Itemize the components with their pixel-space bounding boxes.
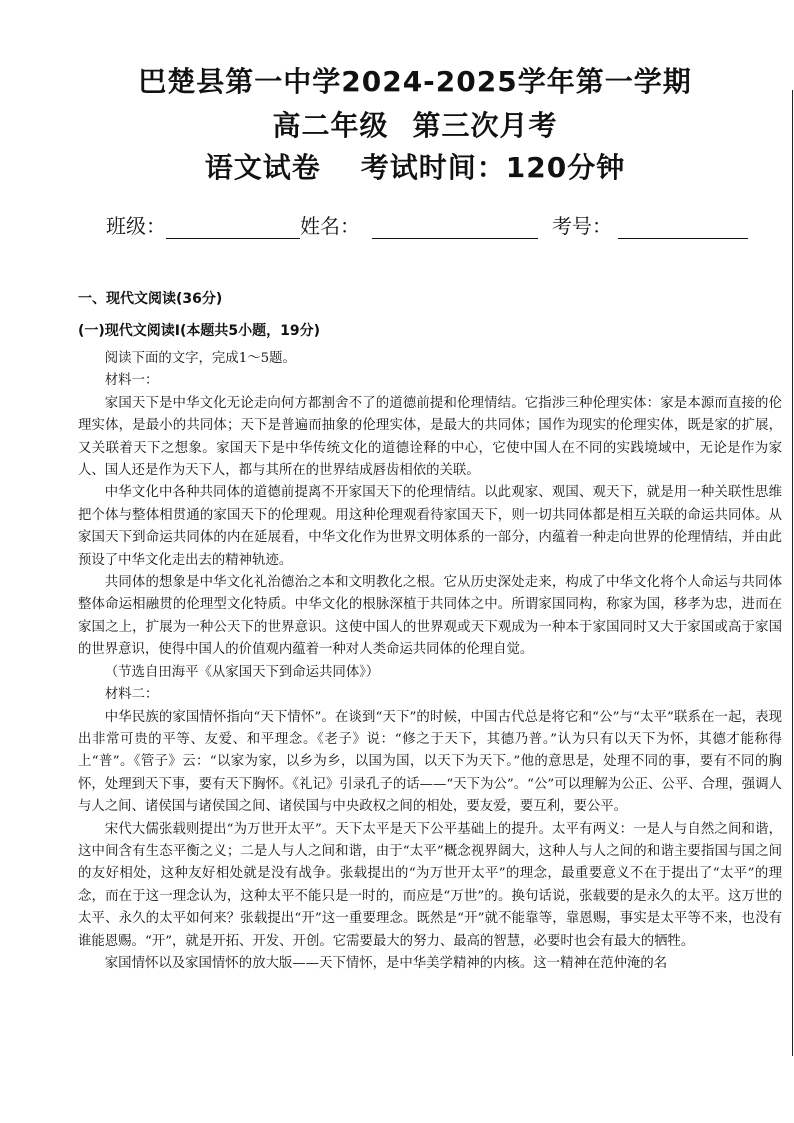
grade-label: 高二年级: [272, 109, 389, 142]
exam-title-school: 巴楚县第一中学2024-2025学年第一学期: [138, 65, 692, 98]
student-info-row: [106, 210, 748, 239]
exam-duration-label: 考试时间：120分钟: [360, 151, 626, 184]
section-heading: 一、现代文阅读(36分): [78, 291, 223, 307]
exam-title-subject: [0, 146, 794, 186]
class-field[interactable]: [166, 216, 300, 239]
subject-label: 语文试卷: [204, 151, 321, 184]
name-label: 姓名：: [300, 214, 360, 238]
paragraph: 宋代大儒张载则提出“为万世开太平”。天下太平是天下公平基础上的提升。太平有两义：一是人与自然之间和谐，这中间含有生态平衡之义；二是人与人之间和谐，由于“太平”概念视界阔大，这种人与人之间的和谐主要指国与国之间的友好相处，这种友好相处就是没有战争。张载提出的“为万世开太平”的理念，最重要意义不在于提出了“太平”的理念，而在于这一理念认为，这种太平不能只是一时的，而应是“万世”的。换句话说，张载要的是永久的太平。这万世的太平、永久的太平如何来？张载提出“开”这一重要理念。既然是“开”就不能靠等，靠恩赐，事实是太平等不来，也没有谁能恩赐。“开”，就是开拓、开发、开创。它需要最大的努力、最高的智慧，必要时也会有最大的牺牲。: [78, 821, 782, 949]
exam-title-grade: [0, 104, 794, 144]
paragraph: 中华文化中各种共同体的道德前提离不开家国天下的伦理情结。以此观家、观国、观天下，就是用一种关联性思维把个体与整体相贯通的家国天下的伦理观。用这种伦理观看待家国天下，则一切共同体都是相互关联的命运共同体。从家国天下到命运共同体的内在延展看，中华文化作为世界文明体系的一部分，内蕴着一种走向世界的伦理情结，并由此预设了中华文化走出去的精神轨迹。: [78, 485, 782, 568]
passage-instruction: 阅读下面的文字，完成1～5题。: [104, 351, 296, 366]
source-citation: （节选自田海平《从家国天下到命运共同体》）: [104, 664, 380, 680]
subsection-heading: (一)现代文阅读Ⅰ(本题共5小题，19分): [78, 323, 321, 339]
paragraph: 家国情怀以及家国情怀的放大版——天下情怀，是中华美学精神的内核。这一精神在范仲淹的名: [104, 955, 668, 971]
exam-number-label: 考号：: [552, 214, 612, 238]
reading-passage: [78, 348, 782, 975]
paragraph: 中华民族的家国情怀指向“天下情怀”。在谈到“天下”的时候，中国古代总是将它和“公”与“太平”联系在一起，表现出非常可贵的平等、友爱、和平理念。《老子》说：“修之于天下，其德乃普。”认为只有以天下为怀，其德才能称得上“普”。《管子》云：“以家为家，以乡为乡，以国为国，以天下为天下。”他的意思是，处理不同的事，要有不同的胸怀，处理到天下事，要有天下胸怀。《礼记》引录孔子的话——“天下为公”。“公”可以理解为公正、公平、合理，强调人与人之间、诸侯国与诸侯国之间、诸侯国与中央政权之间的相处，要友爱，要互利，要公平。: [78, 709, 782, 815]
material-label: 材料二：: [104, 687, 159, 703]
exam-round-label: 第三次月考: [412, 109, 558, 142]
paragraph: 共同体的想象是中华文化礼治德治之本和文明教化之根。它从历史深处走来，构成了中华文化将个人命运与共同体整体命运相融贯的伦理型文化特质。中华文化的根脉深植于共同体之中。所谓家国同构，称家为国，移孝为忠，进而在家国之上，扩展为一种公天下的世界意识。这使中国人的世界观或天下观成为一种本于家国同时又大于家国或高于家国的世界意识，使得中国人的价值观内蕴着一种对人类命运共同体的伦理自觉。: [78, 575, 782, 658]
margin-rule: [792, 90, 793, 1056]
paragraph: 家国天下是中华文化无论走向何方都割舍不了的道德前提和伦理情结。它指涉三种伦理实体：家是本源而直接的伦理实体，是最小的共同体；天下是普遍而抽象的伦理实体，是最大的共同体；国作为现实的伦理实体，既是家的扩展，又关联着天下之想象。家国天下是中华传统文化的道德诠释的中心，它使中国人在不同的实践境域中，无论是作为家人、国人还是作为天下人，都与其所在的世界结成唇齿相依的关联。: [78, 395, 782, 479]
name-field[interactable]: [372, 216, 538, 239]
class-label: 班级：: [106, 214, 166, 238]
material-label: 材料一：: [104, 373, 159, 389]
exam-number-field[interactable]: [618, 216, 748, 239]
